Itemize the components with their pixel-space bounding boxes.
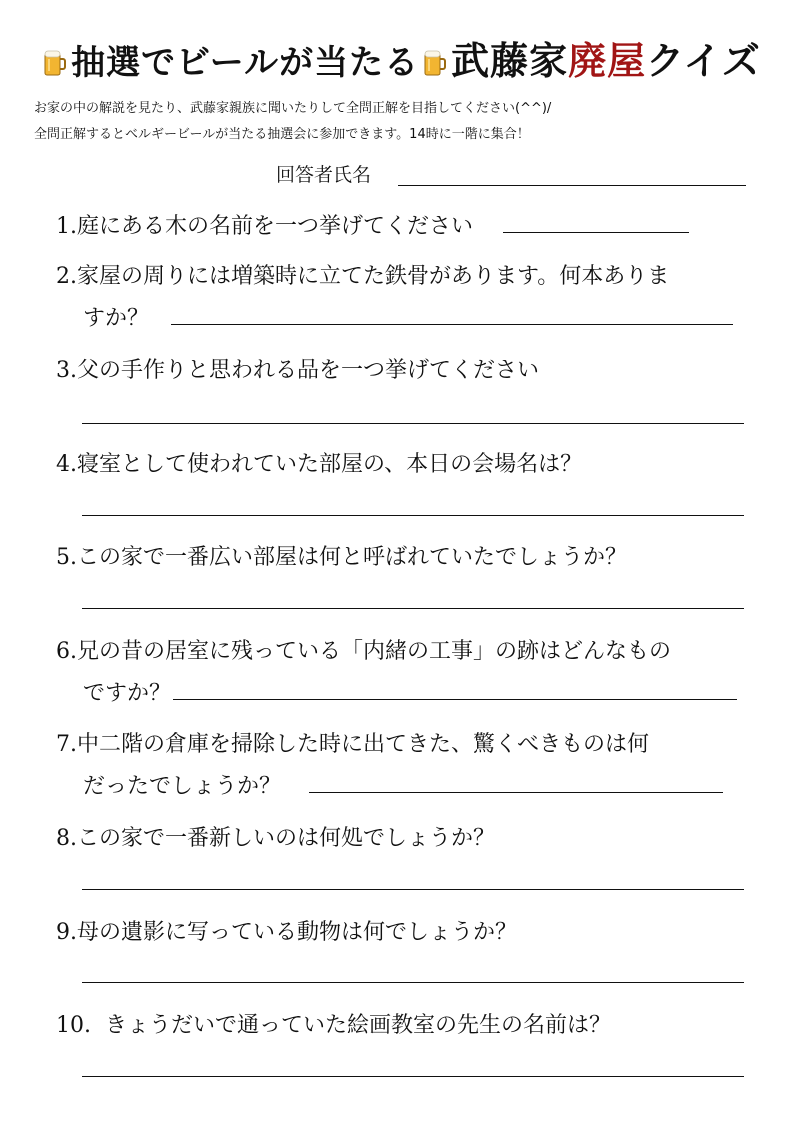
question-1 [56,206,746,248]
answer-line[interactable] [82,889,744,890]
answer-line[interactable] [82,982,744,983]
question-text: 母の遺影に写っている動物は何でしょうか？ [77,920,518,945]
question-9 [56,912,746,954]
question-text: 中二階の倉庫を掃除した時に出てきた、驚くべきものは何 [77,732,650,757]
beer-mug-icon [423,49,447,77]
question-10 [56,1005,746,1047]
question-text: きょうだいで通っていた絵画教室の先生の名前は？ [105,1013,612,1038]
question-text: 父の手作りと思われる品を一つ挙げてください [77,358,540,383]
page-title [0,30,800,85]
question-text: 兄の昔の居室に残っている「内緒の工事」の跡はどんなもの [77,639,672,664]
answer-line[interactable] [173,698,737,700]
respondent-label: 回答者氏名 [276,164,372,186]
answer-line[interactable] [82,423,744,424]
question-number: 1. [56,214,77,239]
intro-line-2: 全問正解するとベルギービールが当たる抽選会に参加できます。14時に一階に集合！ [34,127,530,142]
question-number: 9. [56,920,77,945]
question-text: 庭にある木の名前を一つ挙げてください [77,214,474,239]
question-text: 寝室として使われていた部屋の、本日の会場名は？ [77,452,583,477]
title-part2: 武藤家 [451,39,569,83]
question-number: 4. [56,452,77,477]
respondent-answer-line[interactable] [398,185,746,186]
question-3 [56,350,746,392]
intro-line-1: お家の中の解説を見たり、武藤家親族に聞いたりして全問正解を目指してください(^^)/ [34,101,552,116]
answer-line[interactable] [309,791,723,793]
title-accent: 廃屋 [568,39,647,83]
question-text: 家屋の周りには増築時に立てた鉄骨があります。何本ありま [77,264,670,289]
title-part3: クイズ [646,39,761,83]
question-number: 8. [56,826,77,851]
question-text-cont: すか？ [83,306,150,331]
question-number: 10. [56,1013,91,1038]
question-text-cont: ですか？ [83,681,172,706]
question-4 [56,444,746,486]
question-2 [56,256,746,340]
question-text-cont: だったでしょうか？ [83,774,282,799]
answer-line[interactable] [82,608,744,609]
question-8 [56,818,746,860]
question-text: この家で一番広い部屋は何と呼ばれていたでしょうか？ [77,545,628,570]
title-part1: 抽選でビールが当たる [71,43,420,83]
answer-line[interactable] [82,515,744,516]
question-number: 2. [56,264,77,289]
question-number: 6. [56,639,77,664]
answer-line[interactable] [171,323,733,325]
question-number: 3. [56,358,77,383]
question-5 [56,537,746,579]
answer-line[interactable] [503,231,689,233]
question-number: 5. [56,545,77,570]
intro-text [34,96,774,148]
question-7 [56,724,746,808]
answer-line[interactable] [82,1076,744,1077]
question-number: 7. [56,732,77,757]
question-text: この家で一番新しいのは何処でしょうか？ [77,826,496,851]
respondent-name-field[interactable] [276,162,746,188]
question-6 [56,631,746,715]
beer-mug-icon [43,49,67,77]
